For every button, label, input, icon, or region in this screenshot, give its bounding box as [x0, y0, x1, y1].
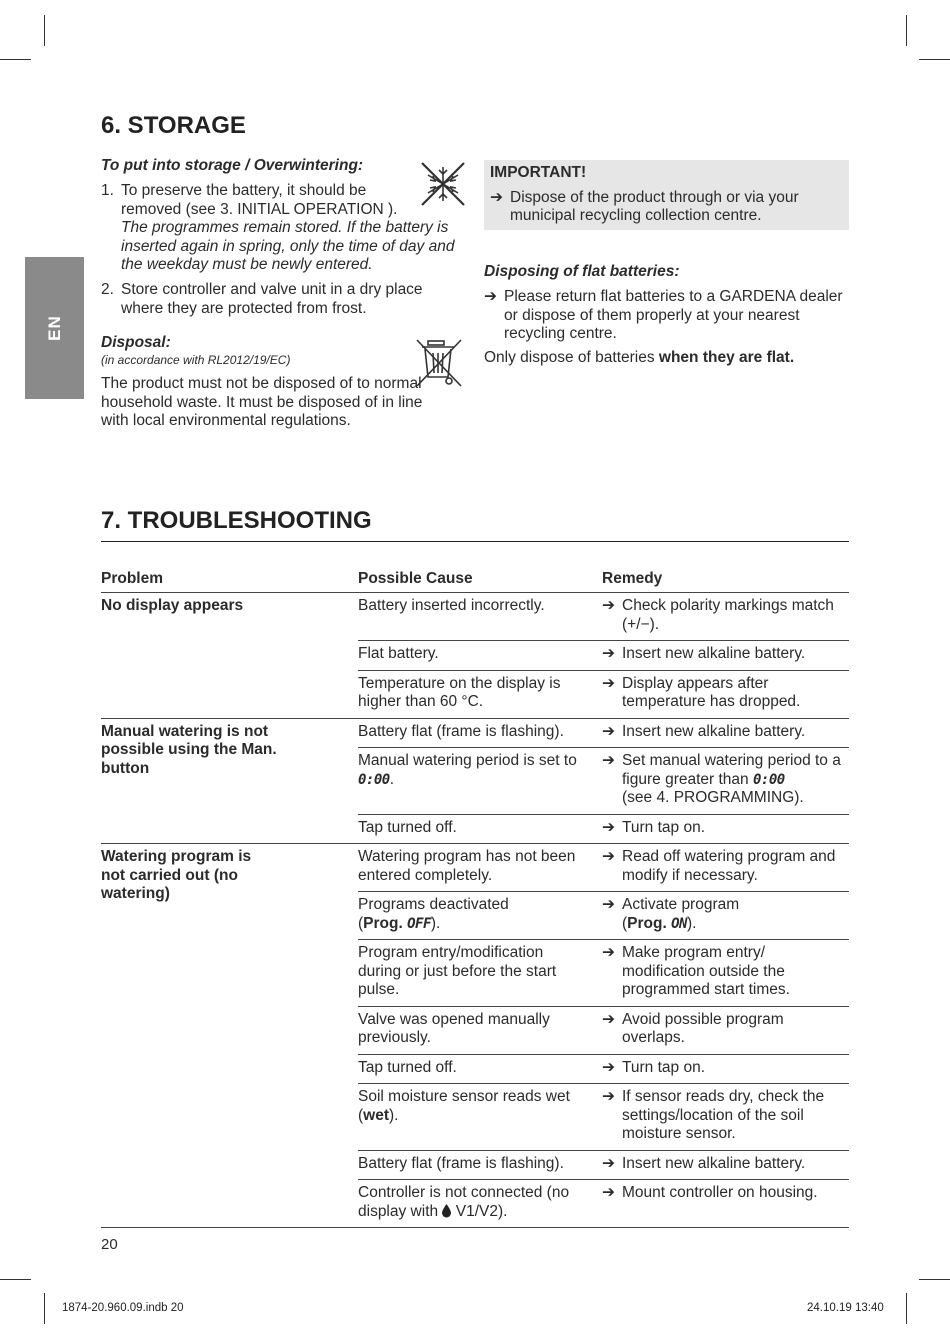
- problem-label: Watering program is not carried out (no watering): [101, 848, 252, 902]
- remedy-cell: [602, 1059, 849, 1078]
- arrow-icon: ➔: [602, 1184, 615, 1201]
- cause-cell: Battery flat (frame is flashing).: [358, 1154, 564, 1172]
- remedy-text: Turn tap on.: [622, 818, 706, 836]
- remedy-text: Insert new alkaline battery.: [622, 1154, 806, 1172]
- page-number: 20: [101, 1236, 118, 1253]
- crop-mark: [919, 1279, 950, 1280]
- cause-cell: Tap turned off.: [358, 1058, 457, 1076]
- troubleshooting-heading: 7. TROUBLESHOOTING: [101, 507, 372, 534]
- cause-cell: Flat battery.: [358, 645, 439, 662]
- cause-cell: Soil moisture sensor reads wet (wet).: [358, 1088, 570, 1124]
- remedy-text: Turn tap on.: [622, 1058, 706, 1076]
- crop-mark: [906, 15, 907, 46]
- remedy-cell: [602, 723, 849, 742]
- cause-bold: wet: [363, 1106, 390, 1124]
- crop-mark: [0, 1279, 31, 1280]
- crop-mark: [44, 1293, 45, 1324]
- table-row: [358, 1055, 849, 1085]
- remedy-text: Insert new alkaline battery.: [622, 645, 806, 662]
- remedy-cell: [602, 848, 849, 885]
- disposal-heading: Disposal:: [101, 334, 171, 351]
- remedy-cell: [602, 675, 849, 712]
- table-row: [358, 940, 849, 1007]
- cause-cell: Programs deactivated (Prog. OFF).: [358, 896, 509, 932]
- table-row: [358, 844, 849, 892]
- storage-step: [101, 281, 446, 318]
- problem-label: Manual watering is not possible using the Man. button: [101, 722, 277, 777]
- arrow-icon: ➔: [602, 722, 615, 740]
- cause-text: Soil moisture sensor reads wet: [358, 1088, 570, 1105]
- batteries-heading: Disposing of flat batteries:: [484, 263, 680, 280]
- cause-text: Programs deactivated: [358, 896, 509, 913]
- table-row: [358, 1084, 849, 1151]
- lcd-value: 0:00: [752, 771, 785, 788]
- troubleshooting-table: [101, 567, 849, 1228]
- arrow-icon: ➔: [602, 848, 615, 865]
- table-row: [358, 892, 849, 940]
- remedy-cell: [602, 1184, 849, 1221]
- arrow-icon: ➔: [602, 944, 615, 961]
- table-row: [358, 815, 849, 844]
- arrow-icon: ➔: [490, 188, 503, 206]
- cause-bold: Prog.: [363, 914, 408, 932]
- cause-text: Controller is not connected (no display with: [358, 1184, 570, 1220]
- remedy-text: Display appears after temperature has dropped.: [622, 674, 801, 710]
- important-box: [484, 160, 849, 230]
- table-row: [358, 719, 849, 749]
- cause-cell: Battery inserted incorrectly.: [358, 597, 545, 614]
- crop-mark: [0, 59, 31, 60]
- column-header-remedy: Remedy: [602, 570, 663, 588]
- remedy-text: Insert new alkaline battery.: [622, 722, 806, 740]
- remedy-text: Check polarity markings match (+/−).: [622, 597, 834, 633]
- table-row: [358, 1151, 849, 1181]
- batteries-text: Please return flat batteries to a GARDENA dealer or dispose of them properly at your nearest recycling centre.: [504, 288, 843, 342]
- important-title: IMPORTANT!: [490, 164, 587, 181]
- remedy-cell: ➔ Activate program (Prog. ON).: [602, 896, 740, 932]
- remedy-text: Read off watering program and modify if necessary.: [622, 848, 836, 884]
- footer-file: 1874-20.960.09.indb 20: [62, 1302, 184, 1314]
- arrow-icon: ➔: [602, 818, 615, 836]
- arrow-icon: ➔: [602, 597, 615, 614]
- column-header-problem: Problem: [101, 570, 164, 588]
- language-tab-label: EN: [44, 315, 64, 341]
- remedy-text: Avoid possible program overlaps.: [622, 1010, 784, 1046]
- batteries-only-bold: when they are flat.: [658, 349, 795, 366]
- cause-cell: [358, 1184, 602, 1221]
- footer-date: 24.10.19 13:40: [807, 1302, 884, 1314]
- table-row: [358, 641, 849, 671]
- lcd-value: OFF: [407, 915, 431, 932]
- storage-heading: 6. STORAGE: [101, 112, 246, 139]
- arrow-icon: ➔: [602, 1058, 615, 1076]
- crop-mark: [44, 15, 45, 46]
- lcd-value: 0:00: [358, 771, 390, 788]
- cause-cell: Watering program has not been entered completely.: [358, 848, 576, 884]
- crop-mark: [919, 59, 950, 60]
- cause-cell: [358, 752, 602, 808]
- remedy-text: Activate program: [622, 896, 740, 913]
- step-note: The programmes remain stored. If the battery is inserted again in spring, only the time of day and the weekday must be newly entered.: [121, 219, 455, 273]
- table-header: [101, 567, 849, 593]
- remedy-cell: [602, 1011, 849, 1048]
- arrow-icon: ➔: [602, 752, 615, 769]
- table-row: [358, 593, 849, 641]
- arrow-icon: ➔: [602, 674, 615, 692]
- arrow-icon: ➔: [602, 896, 615, 913]
- overwinter-heading: To put into storage / Overwintering:: [101, 157, 364, 174]
- disposal-text: The product must not be disposed of to normal household waste. It must be disposed of in line with local environmental regulations.: [101, 375, 423, 429]
- batteries-only-text: Only dispose of batteries: [484, 349, 659, 366]
- arrow-icon: ➔: [602, 1154, 615, 1172]
- batteries-item: [484, 288, 849, 344]
- arrow-icon: ➔: [602, 1088, 615, 1105]
- remedy-cell: [602, 1088, 849, 1144]
- problem-group: [101, 844, 849, 1228]
- step-number: 1.: [101, 182, 114, 199]
- step-number: 2.: [101, 281, 114, 298]
- cause-text-end: V1/V2).: [451, 1202, 508, 1220]
- column-header-cause: Possible Cause: [358, 570, 473, 588]
- batteries-only: [484, 349, 849, 368]
- problem-label: No display appears: [101, 597, 244, 614]
- remedy-text: Mount controller on housing.: [622, 1184, 818, 1201]
- problem-group: [101, 719, 849, 845]
- remedy-cell: [602, 944, 849, 1000]
- remedy-cell: [602, 1155, 849, 1174]
- remedy-cell: [602, 819, 849, 838]
- cause-cell: Temperature on the display is higher than 60 °C.: [358, 674, 561, 710]
- remedy-text-end: (see 4. PROGRAMMING).: [622, 789, 804, 806]
- arrow-icon: ➔: [602, 1010, 615, 1028]
- cause-text: Manual watering period is set to: [358, 752, 577, 769]
- table-row: [358, 671, 849, 718]
- remedy-text: Set manual watering period to a figure greater than: [622, 752, 841, 788]
- remedy-text: Make program entry/ modification outside the programmed start times.: [622, 944, 790, 998]
- disposal-note: (in accordance with RL2012/19/EC): [101, 353, 291, 367]
- cause-text-end: ).: [389, 1106, 399, 1124]
- arrow-icon: ➔: [484, 288, 497, 305]
- cause-cell: Program entry/modification during or just before the start pulse.: [358, 944, 557, 998]
- arrow-icon: ➔: [602, 645, 615, 662]
- important-item: [490, 189, 843, 226]
- remedy-cell: [602, 645, 849, 664]
- heading-rule: [101, 541, 849, 542]
- remedy-cell: [602, 597, 849, 634]
- cause-text-end: .: [389, 770, 395, 788]
- remedy-cell: [602, 752, 849, 808]
- table-row: [358, 1007, 849, 1055]
- cause-text-end: ).: [430, 914, 441, 932]
- step-text: To preserve the battery, it should be removed (see 3. INITIAL OPERATION ).: [121, 182, 398, 218]
- remedy-text-end: ).: [686, 914, 697, 932]
- cause-cell: Valve was opened manually previously.: [358, 1010, 550, 1046]
- cause-cell: Tap turned off.: [358, 818, 457, 836]
- lcd-value: ON: [671, 915, 687, 932]
- crop-mark: [906, 1293, 907, 1324]
- step-text: Store controller and valve unit in a dry place where they are protected from frost.: [121, 281, 423, 317]
- remedy-text: If sensor reads dry, check the settings/location of the soil moisture sensor.: [622, 1088, 825, 1142]
- language-tab: [25, 257, 84, 399]
- table-row: [358, 1180, 849, 1227]
- storage-steps-2: [101, 281, 446, 324]
- storage-step: [101, 182, 401, 219]
- problem-group: [101, 593, 849, 719]
- important-text: Dispose of the product through or via your municipal recycling collection centre.: [510, 188, 799, 224]
- table-row: [358, 748, 849, 815]
- cause-cell: Battery flat (frame is flashing).: [358, 722, 564, 740]
- remedy-bold: Prog.: [627, 914, 672, 932]
